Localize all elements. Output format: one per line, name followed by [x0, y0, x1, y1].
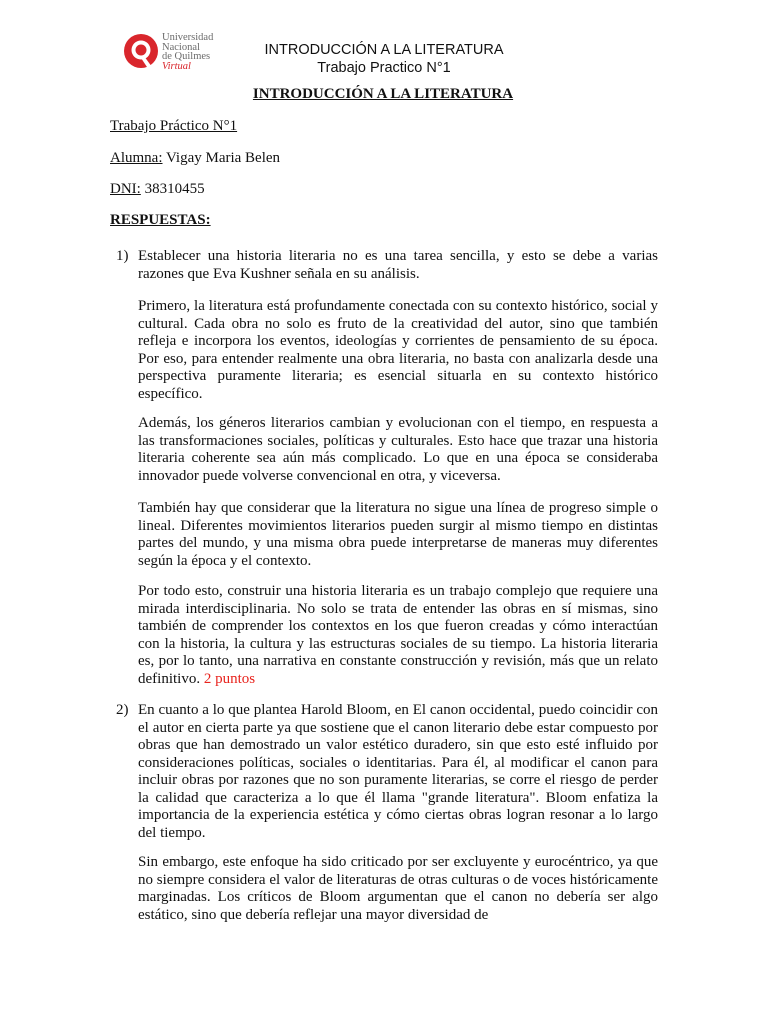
logo-line-2: Nacional	[162, 41, 200, 53]
header-title: INTRODUCCIÓN A LA LITERATURA	[264, 42, 504, 58]
answer-1-paragraph-5	[138, 583, 658, 688]
answer-1-paragraph-1: Establecer una historia literaria no es una tarea sencilla, y esto se debe a varias razones que Eva Kushner señala en su análisis.	[138, 248, 658, 282]
document-title: INTRODUCCIÓN A LA LITERATURA	[252, 86, 514, 102]
alumna-value: Vigay Maria Belen	[162, 150, 281, 166]
dni-label: DNI:	[110, 181, 141, 197]
alumna-field	[110, 149, 280, 167]
page-header	[236, 41, 532, 77]
logo-line-1: Universidad	[162, 32, 214, 43]
answer-2-number: 2)	[116, 702, 129, 718]
header-subtitle: Trabajo Practico N°1	[317, 60, 451, 76]
tp-label: Trabajo Práctico N°1	[110, 118, 238, 134]
answer-1-number: 1)	[116, 248, 129, 264]
alumna-label: Alumna:	[110, 150, 163, 166]
answer-1-paragraph-3: Además, los géneros literarios cambian y evolucionan con el tiempo, en respuesta a las transformaciones sociales, políticas y culturales. Esto hace que trazar una historia literaria coherente sea aún más complicado. Lo que en una época se consideraba innovador puede volverse convencional en otra, y viceversa.	[138, 415, 658, 484]
logo-line-3: de Quilmes	[162, 51, 211, 63]
logo-wordmark	[162, 33, 213, 71]
dni-field	[110, 180, 205, 198]
dni-value: 38310455	[140, 181, 205, 197]
answer-2-paragraph-2: Sin embargo, este enfoque ha sido criticado por ser excluyente y eurocéntrico, ya que no siempre considera el valor de literaturas de otras culturas o de voces históricamente marginadas. Los críticos de Bloom argumentan que el canon no debería ser algo estático, sino que debería reflejar una mayor diversidad de	[138, 854, 658, 923]
respuestas-heading: RESPUESTAS:	[110, 212, 211, 228]
answer-2-paragraph-1: En cuanto a lo que plantea Harold Bloom, en El canon occidental, puedo coincidir con el autor en cierta parte ya que sostiene que el canon literario debe estar compuesto por obras que han demostrado un valor estético duradero, sin que esto esté influido por consideraciones políticas, sociales o identitarias. Para él, al modificar el canon para incluir obras por razones que no son puramente literarias, se corre el riesgo de perder la calidad que caracteriza a lo que él llama "grande literatura". Bloom enfatiza la importancia de la experiencia estética y cómo ciertas obras logran resonar a lo largo del tiempo.	[138, 702, 658, 841]
answer-1-grade: 2 puntos	[200, 670, 256, 687]
answer-1-paragraph-4: También hay que considerar que la literatura no sigue una línea de progreso simple o lineal. Diferentes movimientos literarios pueden surgir al mismo tiempo en distintas partes del mundo, y una misma obra puede interpretarse de maneras muy diferentes según la época y el contexto.	[138, 500, 658, 569]
answer-1-paragraph-2: Primero, la literatura está profundamente conectada con su contexto histórico, social y cultural. Cada obra no solo es fruto de la creatividad del autor, sino que también refleja e incorpora los eventos, ideologías y corrientes de pensamiento de su época. Por eso, para entender realmente una obra literaria, no basta con analizarla desde una perspectiva puramente literaria; es esencial situarla en su contexto histórico específico.	[138, 298, 658, 402]
logo-line-4: Virtual	[162, 60, 191, 72]
university-logo	[122, 32, 234, 74]
q-logo-icon	[122, 32, 160, 72]
answer-1-paragraph-5-text: Por todo esto, construir una historia literaria es un trabajo complejo que requiere una mirada interdisciplinaria. No solo se trata de entender las obras en sí mismas, sino también de comprender los contextos en los que fueron creadas y cómo interactúan con la historia, la cultura y las estructuras sociales de su tiempo. La historia literaria es, por lo tanto, una narrativa en constante construcción y revisión, más que un relato definitivo.	[138, 583, 658, 687]
